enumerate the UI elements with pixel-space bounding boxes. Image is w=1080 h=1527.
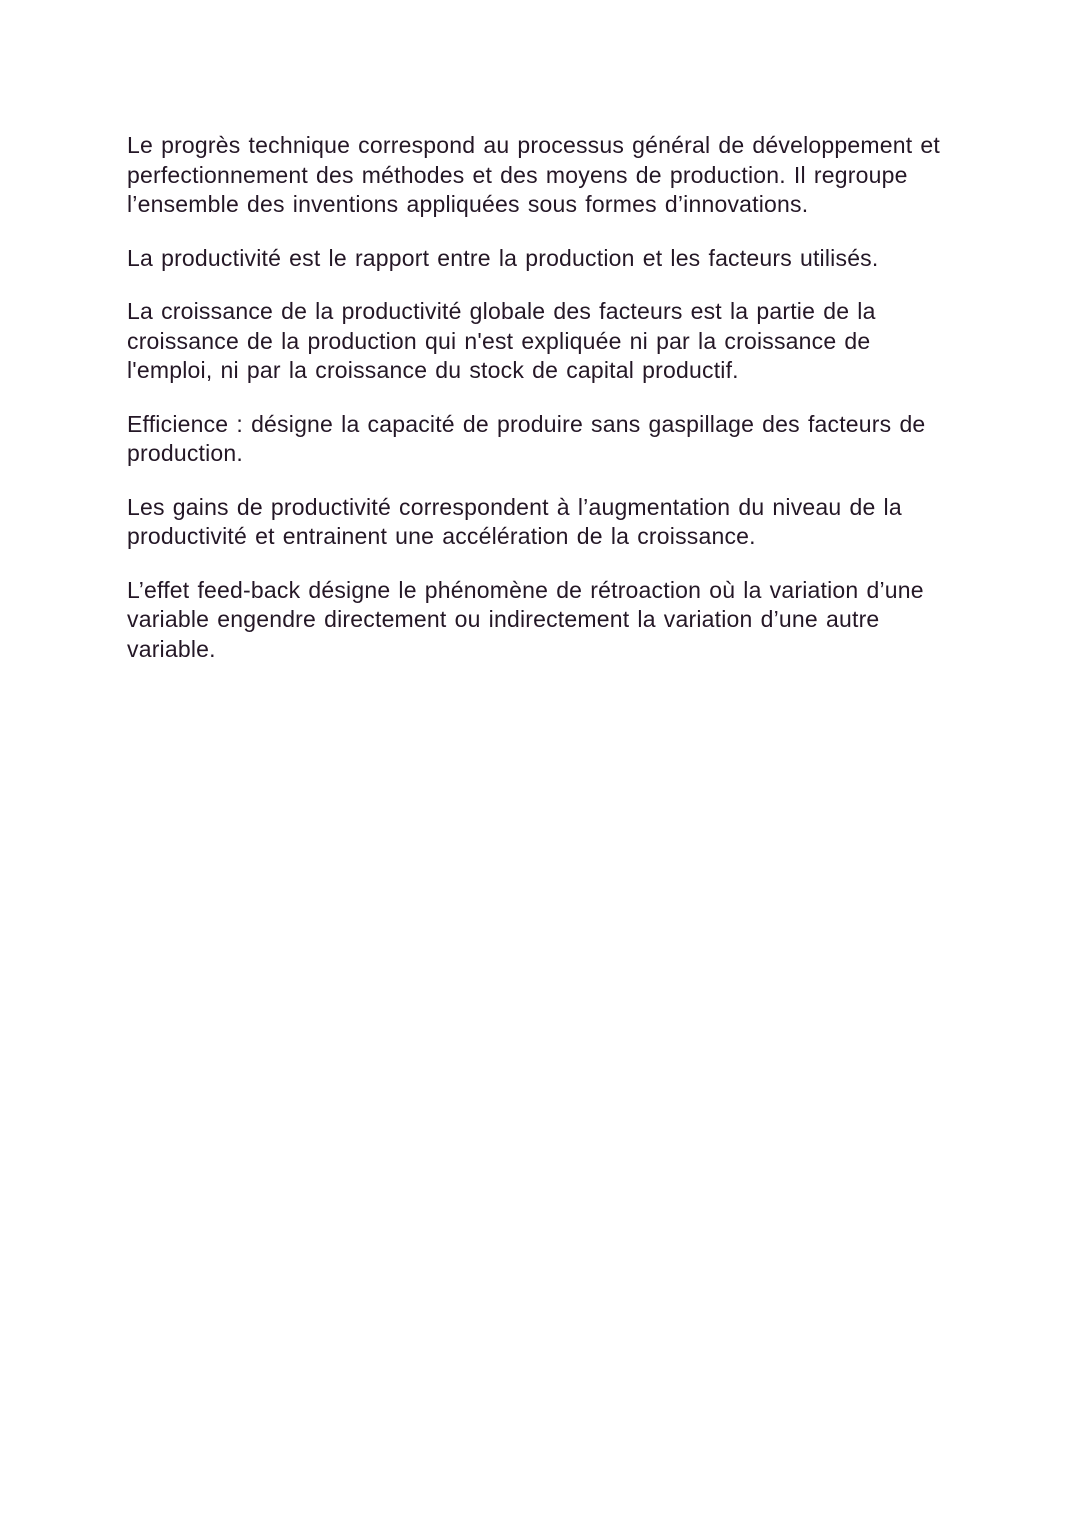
paragraph-productivite-globale-des-facteurs: La croissance de la productivité globale des facteurs est la partie de la croissance de la production qui n'est expliquée ni par la croissance de l'emploi, ni par la croissance du stock de capital productif. <box>127 298 876 383</box>
definitions-text-block <box>127 131 957 688</box>
paragraph-effet-feed-back: L’effet feed-back désigne le phénomène de rétroaction où la variation d’une variable engendre directement ou indirectement la variation d’une autre variable. <box>127 576 924 662</box>
paragraph-progres-technique: Le progrès technique correspond au processus général de développement et perfectionnement des méthodes et des moyens de production. Il regroupe l’ensemble des inventions appliquées sous formes d’innovations. <box>127 132 940 217</box>
paragraph-efficience: Efficience : désigne la capacité de produire sans gaspillage des facteurs de production. <box>127 410 926 466</box>
paragraph-gains-de-productivite: Les gains de productivité correspondent à l’augmentation du niveau de la productivité et entrainent une accélération de la croissance. <box>127 493 902 549</box>
paragraph-productivite: La productivité est le rapport entre la production et les facteurs utilisés. <box>127 244 879 271</box>
